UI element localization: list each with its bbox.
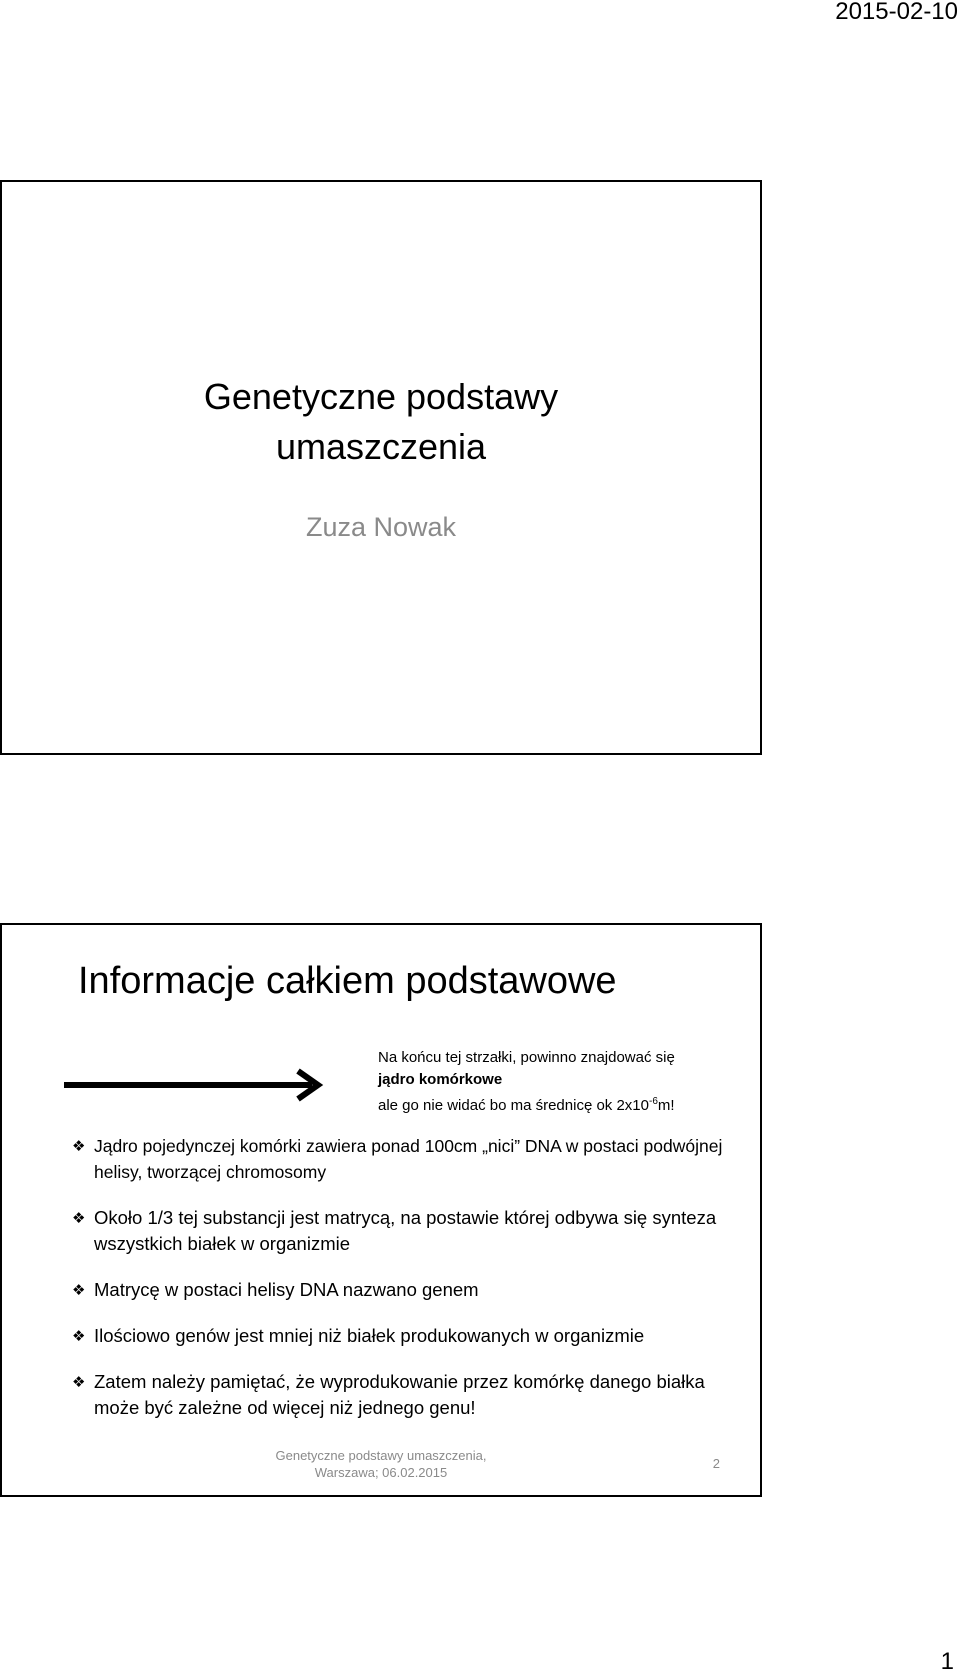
slide-number: 2 [712,1456,720,1471]
diamond-bullet-icon: ❖ [72,1373,86,1391]
list-item [72,1323,752,1349]
arrow-note [378,1047,675,1117]
bullet-text: Ilościowo genów jest mniej niż białek produkowanych w organizmie [94,1325,645,1346]
arrow-icon [62,1065,332,1105]
footer-line2: Warszawa; 06.02.2015 [314,1465,448,1480]
slide-1-title-line1: Genetyczne podstawy [203,376,559,417]
slide-title-page [0,180,762,755]
bullet-text: Zatem należy pamiętać, że wyprodukowanie przez komórkę danego białka może być zależne od więcej niż jednego genu! [94,1371,705,1418]
list-item [72,1277,752,1303]
note-line3-suffix: m! [657,1097,675,1114]
page-date: 2015-02-10 [835,0,958,25]
slide-1-title-line2: umaszczenia [275,426,487,467]
bullet-text: Jądro pojedynczej komórki zawiera ponad 100cm „nici” DNA w postaci podwójnej helisy, tworzącej chromosomy [94,1136,723,1182]
footer-line1: Genetyczne podstawy umaszczenia, [275,1448,487,1463]
bullet-text: Około 1/3 tej substancji jest matrycą, na postawie której odbywa się synteza wszystkich białek w organizmie [94,1207,717,1254]
slide-content-page [0,923,762,1497]
note-line3-prefix: ale go nie widać bo ma średnicę ok 2x10 [378,1097,649,1114]
note-line3 [378,1091,675,1117]
slide-1-subtitle: Zuza Nowak [305,512,457,542]
list-item [72,1369,752,1421]
diamond-bullet-icon: ❖ [72,1209,86,1227]
note-line2: jądro komórkowe [378,1071,503,1088]
note-line1: Na końcu tej strzałki, powinno znajdować się [378,1049,675,1066]
bullet-text: Matrycę w postaci helisy DNA nazwano genem [94,1279,479,1300]
diamond-bullet-icon: ❖ [72,1137,86,1155]
diamond-bullet-icon: ❖ [72,1327,86,1345]
slide-2-title: Informacje całkiem podstawowe [78,960,617,1002]
bullet-list [72,1133,752,1441]
diamond-bullet-icon: ❖ [72,1281,86,1299]
slide-1-title [2,372,760,472]
note-exponent: -6 [649,1096,658,1107]
page-number: 1 [940,1648,954,1675]
slide-2-footer [2,1447,760,1481]
list-item [72,1133,752,1185]
list-item [72,1205,752,1257]
